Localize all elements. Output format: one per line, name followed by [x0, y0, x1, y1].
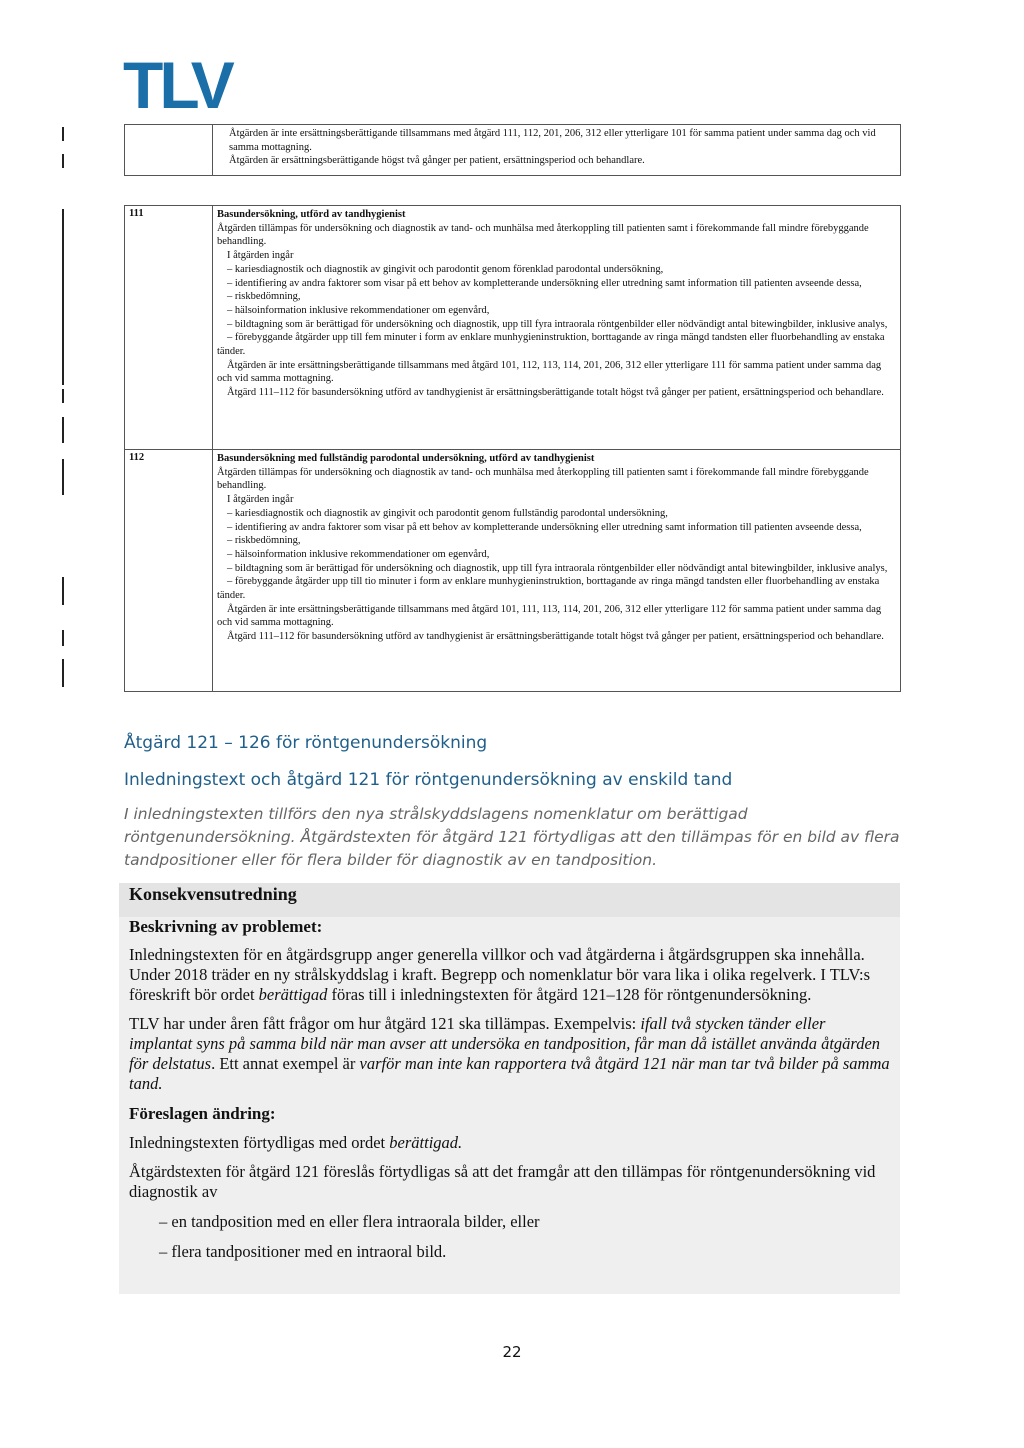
procedure-line: – riskbedömning, — [227, 535, 301, 547]
subsection-heading: Inledningstext och åtgärd 121 för röntgenundersökning av enskild tand — [124, 770, 733, 790]
change-bar — [62, 630, 64, 646]
top-table — [124, 124, 901, 176]
procedure-line: I åtgärden ingår — [227, 250, 294, 262]
procedure-line: – hälsoinformation inklusive rekommendationer om egenvård, — [227, 548, 490, 560]
procedure-line: I åtgärden ingår — [227, 494, 294, 506]
change-heading: Föreslagen ändring: — [129, 1103, 276, 1123]
change-bar — [62, 577, 64, 605]
change-bar — [62, 417, 64, 443]
section-heading: Åtgärd 121 – 126 för röntgenundersökning — [124, 733, 488, 753]
change-bar — [62, 209, 64, 385]
top-table-line: Åtgärden är ersättningsberättigande högst två gånger per patient, ersättningsperiod och behandlare. — [229, 155, 645, 167]
list-item: – en tandposition med en eller flera intraorala bilder, eller — [159, 1211, 540, 1231]
procedure-line: – bildtagning som är berättigad för undersökning och diagnostik, upp till fyra intraorala röntgenbilder eller nödvändigt antal bitewingbilder, inklusive analys, — [227, 318, 888, 330]
procedure-title: Basundersökning med fullständig parodontal undersökning, utförd av tandhygienist — [217, 453, 595, 464]
top-table-desc-cell — [213, 125, 900, 175]
procedure-line: – hälsoinformation inklusive rekommendationer om egenvård, — [227, 304, 490, 316]
procedure-line: Åtgärd 111–112 för basundersökning utförd av tandhygienist är ersättningsberättigande totalt högst två gånger per patient, ersättningsperiod och behandlare. — [227, 387, 884, 399]
page-number: 22 — [502, 1343, 522, 1361]
procedure-code: 111 — [125, 206, 213, 449]
change-bar — [62, 389, 64, 403]
problem-heading: Beskrivning av problemet: — [129, 917, 323, 936]
procedure-line: Åtgärden tillämpas för undersökning och diagnostik av tand- och munhälsa med återkoppling till patienten samt i förekommande fall mindre förebyggande behandling. — [217, 222, 869, 248]
procedure-line: Åtgärd 111–112 för basundersökning utförd av tandhygienist är ersättningsberättigande totalt högst två gånger per patient, ersättningsperiod och behandlare. — [227, 631, 884, 643]
change-bar — [62, 154, 64, 168]
problem-paragraph: TLV har under åren fått frågor om hur åtgärd 121 ska tillämpas. Exempelvis: ifall två stycken tänder eller implantat syns på samma bild när man avser att undersöka en tandposition, får man då istället använda åtgärden för delstatus. Ett annat exempel är varför man inte kan rapportera två åtgärd 121 när man tar två bilder på samma tand. — [129, 1014, 890, 1093]
change-bar — [62, 459, 64, 495]
procedure-line: – kariesdiagnostik och diagnostik av gingivit och parodontit genom fullständig parodontal undersökning, — [227, 507, 668, 519]
change-paragraph: Inledningstexten förtydligas med ordet berättigad. — [129, 1132, 463, 1152]
tlv-logo-text: TLV — [123, 56, 231, 114]
procedure-line: – förebyggande åtgärder upp till tio minuter i form av enklare munhygieninstruktion, borttagande av ringa mängd tandsten eller fluorbehandling av enstaka tänder. — [217, 576, 880, 602]
procedure-title: Basundersökning, utförd av tandhygienist — [217, 209, 406, 220]
top-table-line: Åtgärden är inte ersättningsberättigande tillsammans med åtgärd 111, 112, 201, 206, 312 eller ytterligare 101 för samma patient under samma dag och vid samma mottagning. — [229, 128, 876, 153]
top-table-code-cell — [125, 125, 213, 175]
procedure-description — [213, 450, 900, 692]
change-bar — [62, 659, 64, 687]
procedure-line: – riskbedömning, — [227, 291, 301, 303]
procedure-line: Åtgärden är inte ersättningsberättigande tillsammans med åtgärd 101, 112, 113, 114, 201, 206, 312 eller ytterligare 111 för samma patient under samma dag och vid samma mottagning. — [217, 359, 882, 385]
tlv-logo — [123, 56, 243, 114]
problem-paragraph: Inledningstexten för en åtgärdsgrupp anger generella villkor och vad åtgärderna i åtgärdsgruppen ska innehålla. Under 2018 träder en ny strålskyddslag i kraft. Begrepp och nomenklatur bör vara lika i olika regelverk. I TLV:s föreskrift bör ordet berättigad föras till i inledningstexten för åtgärd 121–128 för röntgenundersökning. — [129, 945, 871, 1004]
procedure-line: Åtgärden tillämpas för undersökning och diagnostik av tand- och munhälsa med återkoppling till patienten samt i förekommande fall mindre förebyggande behandling. — [217, 466, 869, 492]
impact-assessment-title: Konsekvensutredning — [119, 883, 900, 917]
change-bar — [62, 127, 64, 141]
list-item: – flera tandpositioner med en intraoral bild. — [159, 1241, 447, 1261]
procedure-line: – förebyggande åtgärder upp till fem minuter i form av enklare munhygieninstruktion, borttagande av ringa mängd tandsten eller fluorbehandling av enstaka tänder. — [217, 332, 885, 358]
change-paragraph: Åtgärdstexten för åtgärd 121 föreslås förtydligas så att det framgår att den tillämpas för röntgenundersökning vid diagnostik av — [129, 1162, 876, 1202]
table-row — [125, 449, 900, 692]
impact-assessment-box — [119, 883, 900, 1294]
intro-text: I inledningstexten tillförs den nya strålskyddslagens nomenklatur om berättigad röntgenundersökning. Åtgärdstexten för åtgärd 121 förtydligas att den tillämpas för en bild av flera tandpositioner eller för flera bilder för diagnostik av en tandposition. — [124, 805, 900, 869]
procedure-line: – identifiering av andra faktorer som visar på ett behov av kompletterande undersökning eller utredning samt information till patienten avseende dessa, — [227, 521, 862, 533]
table-row — [125, 206, 900, 449]
procedure-line: – kariesdiagnostik och diagnostik av gingivit och parodontit genom förenklad parodontal undersökning, — [227, 263, 664, 275]
procedure-line: Åtgärden är inte ersättningsberättigande tillsammans med åtgärd 101, 111, 113, 114, 201, 206, 312 eller ytterligare 112 för samma patient under samma dag och vid samma mottagning. — [217, 603, 882, 629]
procedure-code: 112 — [125, 450, 213, 692]
procedure-table — [124, 205, 901, 692]
procedure-description — [213, 206, 900, 449]
procedure-line: – bildtagning som är berättigad för undersökning och diagnostik, upp till fyra intraorala röntgenbilder eller nödvändigt antal bitewingbilder, inklusive analys, — [227, 562, 888, 574]
procedure-line: – identifiering av andra faktorer som visar på ett behov av kompletterande undersökning eller utredning samt information till patienten avseende dessa, — [227, 277, 862, 289]
